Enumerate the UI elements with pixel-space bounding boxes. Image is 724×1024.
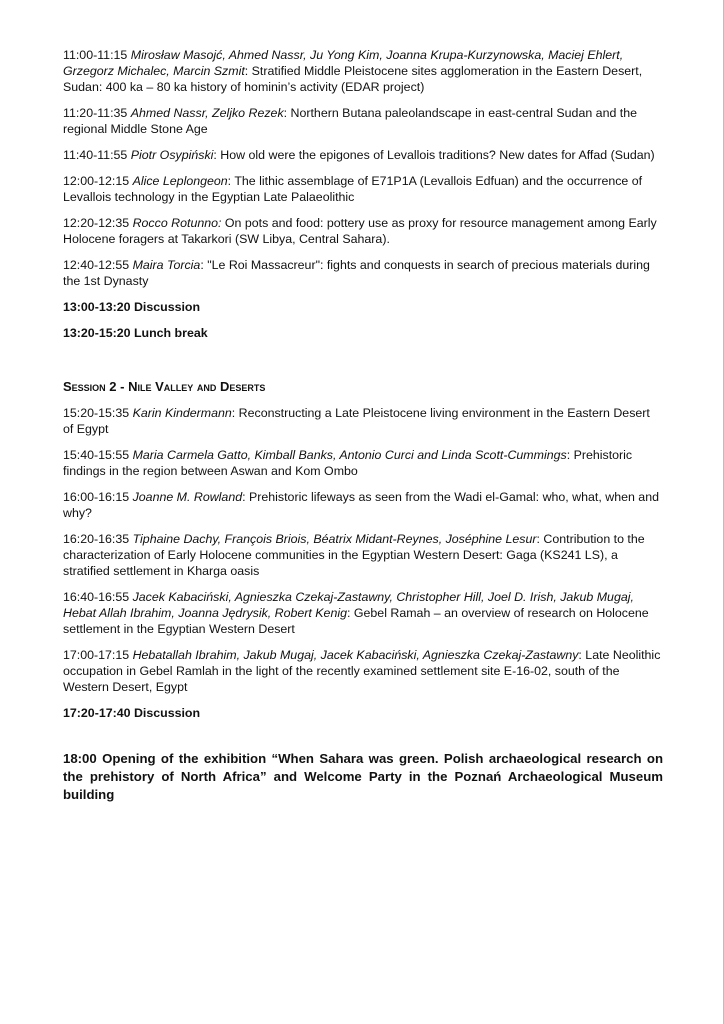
entry-title: : The lithic assemblage of E71P1A (Levallois Edfuan) and the occurrence of Levallois technology in the Egyptian Late Palaeolithic [63,174,643,204]
program-entry [63,647,663,695]
entry-authors: Ahmed Nassr, Zeljko Rezek [130,106,284,120]
discussion-slot: 13:00-13:20 Discussion [63,300,201,314]
session-title: Session 2 - Nile Valley and Deserts [63,379,266,394]
entry-time: 11:40-11:55 [63,148,128,162]
entry-time: 16:40-16:55 [63,590,130,604]
entry-authors: Alice Leplongeon [132,174,228,188]
entry-time: 15:20-15:35 [63,406,130,420]
entry-authors: Hebatallah Ibrahim, Jakub Mugaj, Jacek Kabaciński, Agnieszka Czekaj-Zastawny [132,648,579,662]
program-entry [63,215,663,247]
entry-title: : "Le Roi Massacreur": fights and conquests in search of precious materials during the 1st Dynasty [63,258,650,288]
program-entry [63,47,663,95]
entry-authors: Karin Kindermann [132,406,232,420]
entry-title: : Reconstructing a Late Pleistocene living environment in the Eastern Desert of Egypt [63,406,650,436]
program-entry [63,147,663,163]
entry-title: : Prehistoric lifeways as seen from the Wadi el-Gamal: who, what, when and why? [63,490,659,520]
entry-title: : Stratified Middle Pleistocene sites agglomeration in the Eastern Desert, Sudan: 400 ka – 80 ka history of hominin’s activity (EDAR project) [63,64,643,94]
entry-title: : How old were the epigones of Levallois traditions? New dates for Affad (Sudan) [213,148,655,162]
entry-authors: Mirosław Masojć, Ahmed Nassr, Ju Yong Kim, Joanna Krupa-Kurzynowska, Maciej Ehlert, Grzegorz Michalec, Marcin Szmit [63,48,624,78]
program-entry [63,447,663,479]
morning-entries [63,47,663,289]
program-entry [63,589,663,637]
entry-time: 12:40-12:55 [63,258,130,272]
entry-authors: Rocco Rotunno: [132,216,222,230]
entry-time: 15:40-15:55 [63,448,130,462]
entry-title: : Prehistoric findings in the region between Aswan and Kom Ombo [63,448,633,478]
entry-time: 11:00-11:15 [63,48,128,62]
entry-authors: Jacek Kabaciński, Agnieszka Czekaj-Zastawny, Christopher Hill, Joel D. Irish, Jakub Mugaj, Hebat Allah Ibrahim, Joanna Jędrysik, Robert Kenig [63,590,634,620]
entry-authors: Piotr Osypiński [130,148,214,162]
entry-authors: Tiphaine Dachy, François Briois, Béatrix Midant-Reynes, Joséphine Lesur [132,532,537,546]
exhibition-opening-announcement: 18:00 Opening of the exhibition “When Sahara was green. Polish archaeological research on the prehistory of North Africa” and Welcome Party in the Poznań Archaeological Museum building [63,751,663,802]
entry-authors: Joanne M. Rowland [132,490,243,504]
program-entry [63,173,663,205]
entry-title: On pots and food: pottery use as proxy for resource management among Early Holocene foragers at Takarkori (SW Libya, Central Sahara). [63,216,657,246]
entry-time: 16:20-16:35 [63,532,130,546]
entry-authors: Maira Torcia [132,258,201,272]
entry-authors: Maria Carmela Gatto, Kimball Banks, Antonio Curci and Linda Scott-Cummings [132,448,567,462]
entry-time: 12:00-12:15 [63,174,130,188]
program-page [63,47,663,804]
entry-title: : Northern Butana paleolandscape in east-central Sudan and the regional Middle Stone Age [63,106,638,136]
program-entry [63,405,663,437]
program-entry [63,105,663,137]
entry-title: : Late Neolithic occupation in Gebel Ramlah in the light of the recently examined settlement site E-16-02, south of the Western Desert, Egypt [63,648,661,694]
entry-time: 12:20-12:35 [63,216,130,230]
entry-time: 11:20-11:35 [63,106,128,120]
session2-discussion-slot: 17:20-17:40 Discussion [63,706,201,720]
program-entry [63,257,663,289]
lunch-break-slot: 13:20-15:20 Lunch break [63,326,208,340]
program-entry [63,489,663,521]
session2-entries [63,405,663,695]
entry-title: : Contribution to the characterization of Early Holocene communities in the Egyptian Western Desert: Gaga (KS241 LS), a stratified settlement in Kharga oasis [63,532,645,578]
entry-time: 17:00-17:15 [63,648,130,662]
entry-title: : Gebel Ramah – an overview of research on Holocene settlement in the Egyptian Western Desert [63,606,649,636]
entry-time: 16:00-16:15 [63,490,130,504]
program-entry [63,531,663,579]
